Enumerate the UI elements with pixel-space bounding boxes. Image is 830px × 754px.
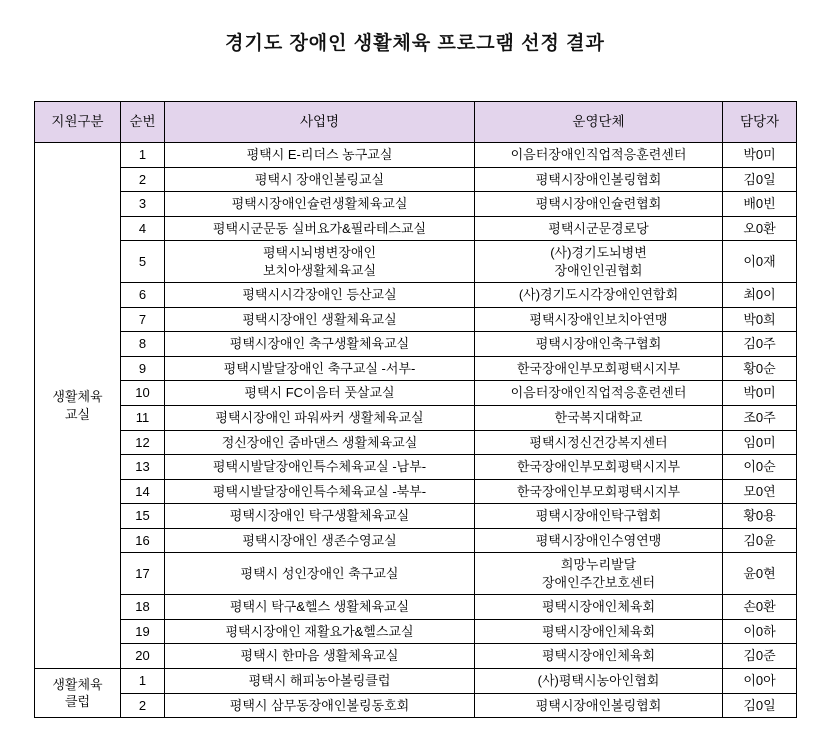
table-row	[35, 307, 797, 332]
row-program: 평택시 삼무동장애인볼링동호회	[165, 693, 475, 718]
row-manager: 윤0현	[723, 553, 797, 595]
table-row	[35, 356, 797, 381]
row-manager: 최0이	[723, 283, 797, 308]
group-label-living-sports-club	[35, 669, 121, 718]
row-no: 9	[121, 356, 165, 381]
row-program: 평택시 장애인볼링교실	[165, 167, 475, 192]
row-org: 평택시정신건강복지센터	[475, 430, 723, 455]
table-body	[35, 143, 797, 718]
group-label-line1: 생활체육	[52, 388, 103, 404]
row-org: (사)경기도시각장애인연합회	[475, 283, 723, 308]
row-manager: 황0용	[723, 504, 797, 529]
row-program: 평택시 FC이음터 풋살교실	[165, 381, 475, 406]
row-program: 평택시발달장애인특수체육교실 -북부-	[165, 479, 475, 504]
row-program: 평택시발달장애인특수체육교실 -남부-	[165, 455, 475, 480]
row-org: 평택시장애인슐련협회	[475, 192, 723, 217]
row-org: 평택시장애인체육회	[475, 644, 723, 669]
table-row	[35, 430, 797, 455]
row-org: 한국복지대학교	[475, 406, 723, 431]
row-manager: 임0미	[723, 430, 797, 455]
row-org: 평택시장애인체육회	[475, 619, 723, 644]
row-org: 평택시장애인수영연맹	[475, 528, 723, 553]
row-program: 평택시장애인 탁구생활체육교실	[165, 504, 475, 529]
table-row	[35, 381, 797, 406]
row-no: 14	[121, 479, 165, 504]
row-manager: 이0하	[723, 619, 797, 644]
row-org-line2: 장애인인권협회	[554, 262, 643, 278]
row-org: 한국장애인부모회평택시지부	[475, 356, 723, 381]
table-row	[35, 241, 797, 283]
row-org-line2: 장애인주간보호센터	[541, 574, 656, 590]
row-program: 평택시장애인 파워싸커 생활체육교실	[165, 406, 475, 431]
results-table	[34, 101, 797, 718]
row-no: 2	[121, 693, 165, 718]
row-program: 평택시 탁구&헬스 생활체육교실	[165, 595, 475, 620]
group-label-living-sports-class	[35, 143, 121, 669]
row-manager: 손0환	[723, 595, 797, 620]
row-program: 평택시군문동 실버요가&필라테스교실	[165, 216, 475, 241]
table-row	[35, 216, 797, 241]
column-header-program: 사업명	[165, 102, 475, 143]
row-program: 정신장애인 줌바댄스 생활체육교실	[165, 430, 475, 455]
row-program-line1: 평택시뇌병변장애인	[262, 245, 377, 261]
row-no: 15	[121, 504, 165, 529]
row-program: 평택시장애인 축구생활체육교실	[165, 332, 475, 357]
row-org-line1: (사)경기도뇌병변	[550, 245, 647, 261]
row-program: 평택시장애인슐련생활체육교실	[165, 192, 475, 217]
row-no: 1	[121, 669, 165, 694]
row-no: 8	[121, 332, 165, 357]
row-manager: 김0윤	[723, 528, 797, 553]
row-program: 평택시시각장애인 등산교실	[165, 283, 475, 308]
row-manager: 이0재	[723, 241, 797, 283]
table-row	[35, 283, 797, 308]
row-no: 20	[121, 644, 165, 669]
row-program: 평택시장애인 재활요가&헬스교실	[165, 619, 475, 644]
column-header-manager: 담당자	[723, 102, 797, 143]
row-manager: 김0준	[723, 644, 797, 669]
row-org: (사)평택시농아인협회	[475, 669, 723, 694]
row-no: 3	[121, 192, 165, 217]
row-program: 평택시 해피농아볼링클럽	[165, 669, 475, 694]
row-org: 평택시장애인볼링협회	[475, 693, 723, 718]
row-manager: 황0순	[723, 356, 797, 381]
group-label-line2: 교실	[64, 406, 91, 422]
row-manager: 김0일	[723, 693, 797, 718]
page-title: 경기도 장애인 생활체육 프로그램 선정 결과	[225, 33, 605, 54]
row-program: 평택시장애인 생활체육교실	[165, 307, 475, 332]
row-no: 18	[121, 595, 165, 620]
table-row	[35, 595, 797, 620]
table-row	[35, 455, 797, 480]
row-org: 평택시장애인축구협회	[475, 332, 723, 357]
row-no: 11	[121, 406, 165, 431]
row-no: 16	[121, 528, 165, 553]
row-no: 10	[121, 381, 165, 406]
row-org: 이음터장애인직업적응훈련센터	[475, 143, 723, 168]
row-manager: 모0연	[723, 479, 797, 504]
row-program: 평택시 E-리더스 농구교실	[165, 143, 475, 168]
table-row	[35, 406, 797, 431]
row-manager: 배0빈	[723, 192, 797, 217]
row-program-line2: 보치아생활체육교실	[262, 262, 377, 278]
row-no: 1	[121, 143, 165, 168]
table-row	[35, 619, 797, 644]
table-row	[35, 143, 797, 168]
row-no: 17	[121, 553, 165, 595]
row-program: 평택시발달장애인 축구교실 -서부-	[165, 356, 475, 381]
table-row	[35, 528, 797, 553]
row-manager: 박0희	[723, 307, 797, 332]
row-manager: 이0순	[723, 455, 797, 480]
row-program	[165, 241, 475, 283]
table-header-row	[35, 102, 797, 143]
table-header	[35, 102, 797, 143]
row-manager: 김0주	[723, 332, 797, 357]
row-org	[475, 241, 723, 283]
table-row	[35, 553, 797, 595]
row-no: 5	[121, 241, 165, 283]
row-org: 한국장애인부모회평택시지부	[475, 455, 723, 480]
row-manager: 이0아	[723, 669, 797, 694]
row-org: 한국장애인부모회평택시지부	[475, 479, 723, 504]
row-no: 12	[121, 430, 165, 455]
group-label-line2: 클럽	[64, 694, 91, 710]
row-no: 2	[121, 167, 165, 192]
row-manager: 박0미	[723, 143, 797, 168]
table-row	[35, 192, 797, 217]
column-header-support: 지원구분	[35, 102, 121, 143]
row-program: 평택시 한마음 생활체육교실	[165, 644, 475, 669]
table-row	[35, 693, 797, 718]
table-row	[35, 644, 797, 669]
row-program: 평택시 성인장애인 축구교실	[165, 553, 475, 595]
row-org: 평택시장애인체육회	[475, 595, 723, 620]
row-org	[475, 553, 723, 595]
table-row	[35, 504, 797, 529]
row-manager: 조0주	[723, 406, 797, 431]
row-org: 이음터장애인직업적응훈련센터	[475, 381, 723, 406]
row-no: 7	[121, 307, 165, 332]
group-label-line1: 생활체육	[52, 676, 103, 692]
row-org: 평택시장애인탁구협회	[475, 504, 723, 529]
table-row	[35, 332, 797, 357]
table-row	[35, 479, 797, 504]
row-org-line1: 희망누리발달	[560, 557, 637, 573]
row-manager: 김0일	[723, 167, 797, 192]
row-org: 평택시군문경로당	[475, 216, 723, 241]
row-manager: 오0환	[723, 216, 797, 241]
row-program: 평택시장애인 생존수영교실	[165, 528, 475, 553]
table-row	[35, 669, 797, 694]
column-header-no: 순번	[121, 102, 165, 143]
row-manager: 박0미	[723, 381, 797, 406]
row-no: 19	[121, 619, 165, 644]
row-org: 평택시장애인보치아연맹	[475, 307, 723, 332]
row-no: 6	[121, 283, 165, 308]
column-header-org: 운영단체	[475, 102, 723, 143]
results-table-wrap	[34, 55, 796, 718]
row-org: 평택시장애인볼링협회	[475, 167, 723, 192]
table-row	[35, 167, 797, 192]
row-no: 13	[121, 455, 165, 480]
row-no: 4	[121, 216, 165, 241]
